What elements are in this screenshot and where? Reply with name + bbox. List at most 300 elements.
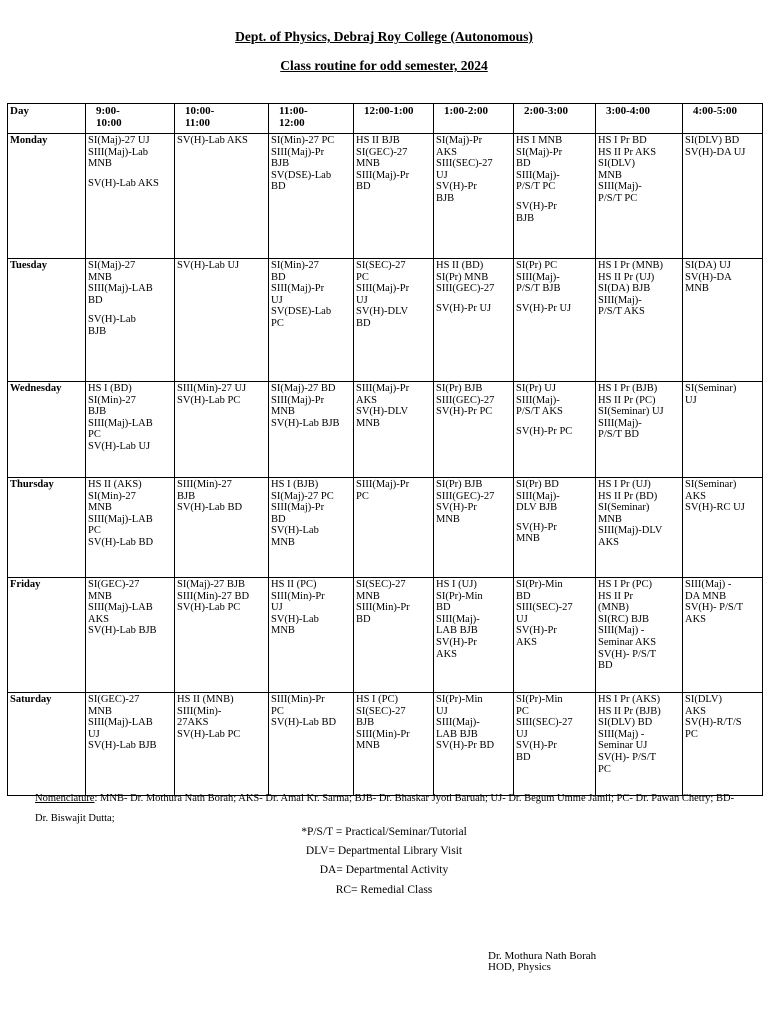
class-line: Seminar AKS xyxy=(598,636,657,648)
class-line: BJB xyxy=(177,490,196,502)
definition-rc: RC= Remedial Class xyxy=(335,884,433,896)
class-line: UJ xyxy=(88,728,100,740)
class-line: PC xyxy=(356,490,369,502)
class-line: SV(H)-Lab UJ xyxy=(177,260,240,271)
class-line: SV(H)-Pr xyxy=(436,502,477,514)
class-line: SI(DLV) BD xyxy=(598,717,653,729)
class-line: SIII(Maj)-Pr xyxy=(356,479,410,490)
class-line: SI(GEC)-27 xyxy=(88,694,140,705)
class-line: MNB xyxy=(88,158,112,170)
class-line xyxy=(516,193,593,201)
signature-name: Dr. Mothura Nath Borah xyxy=(488,950,597,962)
class-cell xyxy=(354,578,434,693)
class-line: HS II (AKS) xyxy=(88,479,142,490)
class-line: SI(Maj)-27 UJ xyxy=(88,135,150,146)
class-line: MNB xyxy=(356,417,380,429)
slot-header: 2:00-3:00 xyxy=(514,104,596,134)
class-line: SIII(GEC)-27 xyxy=(436,490,495,502)
class-cell xyxy=(514,382,596,478)
class-line: SV(DSE)-Lab xyxy=(271,169,332,181)
day-header: Day xyxy=(8,104,86,134)
definition-da: DA= Departmental Activity xyxy=(319,864,449,876)
class-line: SIII(Maj)-Pr xyxy=(356,383,410,394)
class-line: MNB xyxy=(598,169,622,181)
class-cell xyxy=(269,478,354,578)
class-line: SIII(Maj) - xyxy=(685,579,732,590)
class-line: SV(H)-Pr xyxy=(516,521,557,533)
class-cell xyxy=(86,259,175,382)
class-cell xyxy=(596,134,683,259)
class-line: MNB xyxy=(356,740,380,752)
class-line: SI(Maj)-27 PC xyxy=(271,490,334,502)
nomenclature-text: : MNB- Dr. Mothura Nath Borah; AKS- Dr. Amal Kr. Sarma; BJB- Dr. Bhaskar Jyoti Baruah; UJ- Dr. Begum Umme Jamil; PC- Dr. Pawan Chetry; BD- Dr. Biswajit Dutta; xyxy=(35,793,735,824)
class-line: HS I MNB xyxy=(516,135,563,146)
class-line: SI(DA) UJ xyxy=(685,260,731,271)
class-line: AKS xyxy=(516,636,538,648)
class-line: SV(H)-Pr xyxy=(436,636,477,648)
class-line: UJ xyxy=(356,294,368,306)
class-cell xyxy=(269,259,354,382)
class-line: SV(H)-Lab BD xyxy=(88,536,154,548)
class-line: BD xyxy=(271,271,286,283)
class-line: SI(Pr) PC xyxy=(516,260,558,271)
table-row xyxy=(8,259,763,382)
class-line: SI(Pr) BJB xyxy=(436,383,483,394)
class-cell xyxy=(175,134,269,259)
class-line: MNB xyxy=(271,536,295,548)
class-line: SV(DSE)-Lab xyxy=(271,306,332,318)
class-line: SIII(Maj)-DLV xyxy=(598,525,663,537)
class-line: BJB xyxy=(436,192,455,204)
class-line: SI(RC) BJB xyxy=(598,613,650,625)
class-line: SIII(Maj)- xyxy=(516,490,560,502)
class-line: SV(H)-DA xyxy=(685,271,732,283)
class-line: SI(Maj)-Pr xyxy=(436,135,483,146)
class-line: P/S/T BD xyxy=(598,429,639,441)
class-line: UJ xyxy=(271,602,283,614)
class-cell xyxy=(434,693,514,796)
class-cell xyxy=(434,578,514,693)
class-line: SV(H)-DLV xyxy=(356,406,409,418)
class-cell xyxy=(354,382,434,478)
class-line: SI(DLV) xyxy=(685,694,722,705)
class-line: BD xyxy=(598,660,613,672)
class-line: SIII(GEC)-27 xyxy=(436,283,495,295)
table-row xyxy=(8,478,763,578)
class-line: MNB xyxy=(88,705,112,717)
class-line: BD xyxy=(271,181,286,193)
class-line: PC xyxy=(685,728,698,740)
class-line: UJ xyxy=(685,394,697,406)
class-line: AKS xyxy=(598,536,620,548)
class-line: BJB xyxy=(88,406,107,418)
class-line: 27AKS xyxy=(177,717,209,729)
class-cell xyxy=(434,382,514,478)
class-line: SV(H)-Lab xyxy=(88,314,136,326)
nomenclature xyxy=(35,789,735,829)
class-line: BJB xyxy=(271,158,290,170)
class-line: HS I Pr (BJB) xyxy=(598,383,658,394)
class-line: SI(SEC)-27 xyxy=(356,579,406,590)
class-line: AKS xyxy=(685,705,707,717)
class-cell xyxy=(175,578,269,693)
class-line: SV(H)- P/S/T xyxy=(598,751,657,763)
class-line xyxy=(516,295,593,303)
class-line: SIII(SEC)-27 xyxy=(516,602,573,614)
class-line: SIII(Min)-27 BD xyxy=(177,590,250,602)
class-line: SI(Seminar) UJ xyxy=(598,406,664,418)
class-line: MNB xyxy=(88,502,112,514)
class-line: PC xyxy=(88,429,101,441)
class-line: MNB xyxy=(88,590,112,602)
slot-header: 1:00-2:00 xyxy=(434,104,514,134)
class-line: PC xyxy=(516,705,529,717)
class-line: SI(Min)-27 PC xyxy=(271,135,335,146)
class-line: P/S/T BJB xyxy=(516,283,561,295)
class-line: SV(H)-Lab AKS xyxy=(88,177,159,189)
class-cell xyxy=(683,259,763,382)
class-cell xyxy=(86,478,175,578)
class-cell xyxy=(434,259,514,382)
class-line: SV(H)-Lab UJ xyxy=(88,440,151,452)
class-line: SIII(Maj)-Pr xyxy=(271,394,325,406)
table-header-row xyxy=(8,104,763,134)
class-line: BD xyxy=(516,590,531,602)
class-line: PC xyxy=(271,705,284,717)
class-line: SV(H)-Pr xyxy=(436,181,477,193)
class-line: SIII(Maj)- xyxy=(516,169,560,181)
class-line: SV(H)-Pr xyxy=(516,625,557,637)
day-cell: Monday xyxy=(8,134,86,259)
class-cell xyxy=(683,693,763,796)
day-cell: Wednesday xyxy=(8,382,86,478)
class-line: SV(H)-Pr xyxy=(516,740,557,752)
class-cell xyxy=(269,578,354,693)
class-line: SV(H)-Lab xyxy=(271,525,319,537)
class-line: HS II Pr (BJB) xyxy=(598,705,661,717)
class-line: SI(Pr) BD xyxy=(516,479,559,490)
class-cell xyxy=(596,578,683,693)
class-line: SIII(Maj)- xyxy=(516,271,560,283)
class-line: SI(Maj)-Pr xyxy=(516,146,563,158)
class-line: HS II (BD) xyxy=(436,260,484,271)
table-row xyxy=(8,134,763,259)
class-line: SIII(Min)-Pr xyxy=(271,590,325,602)
class-line: SIII(Maj)- xyxy=(436,717,480,729)
class-cell xyxy=(596,693,683,796)
class-line: HS II (MNB) xyxy=(177,694,234,705)
class-line: P/S/T AKS xyxy=(598,306,645,318)
class-line: AKS xyxy=(356,394,378,406)
class-line: SI(Maj)-27 BJB xyxy=(177,579,245,590)
class-line: BJB xyxy=(88,325,107,337)
routine-table xyxy=(7,103,763,796)
class-line: SIII(Min)-Pr xyxy=(271,694,325,705)
class-line: BD xyxy=(88,294,103,306)
class-line: SIII(Min)-27 xyxy=(177,479,232,490)
class-line: SIII(Maj)- xyxy=(516,394,560,406)
class-line: MNB xyxy=(516,533,540,545)
slot-header: 10:00- 11:00 xyxy=(175,104,269,134)
class-line: SIII(Maj)-Pr xyxy=(271,146,325,158)
class-line: (MNB) xyxy=(598,602,629,614)
class-line: BJB xyxy=(356,717,375,729)
class-cell xyxy=(683,578,763,693)
class-line: SIII(Maj)-LAB xyxy=(88,717,153,729)
class-line: UJ xyxy=(436,705,448,717)
class-line: BJB xyxy=(516,212,535,224)
class-cell xyxy=(596,259,683,382)
signature-designation: HOD, Physics xyxy=(488,961,551,973)
class-line: SIII(Min)- xyxy=(177,705,222,717)
class-line: SI(Pr)-Min xyxy=(436,694,483,705)
class-line xyxy=(88,306,172,314)
class-line: UJ xyxy=(516,728,528,740)
class-line: MNB xyxy=(356,590,380,602)
class-line: BD xyxy=(356,317,371,329)
class-line: SV(H)-Pr PC xyxy=(436,406,493,418)
class-line: HS I (BD) xyxy=(88,383,132,394)
class-line: PC xyxy=(598,763,611,775)
class-line: SV(H)-DLV xyxy=(356,306,409,318)
class-line: HS I Pr (AKS) xyxy=(598,694,661,705)
class-line: HS II BJB xyxy=(356,135,400,146)
class-line: SV(H)-Lab PC xyxy=(177,602,241,614)
class-line: SV(H)-Pr BD xyxy=(436,740,495,752)
class-line: AKS xyxy=(88,613,110,625)
class-line: UJ xyxy=(271,294,283,306)
definition-pst: *P/S/T = Practical/Seminar/Tutorial xyxy=(301,826,467,838)
class-line: HS I Pr BD xyxy=(598,135,647,146)
class-cell xyxy=(269,693,354,796)
class-cell xyxy=(514,134,596,259)
class-line: BD xyxy=(356,613,371,625)
day-cell: Thursday xyxy=(8,478,86,578)
table-row xyxy=(8,693,763,796)
class-line: SIII(Maj)- xyxy=(598,181,642,193)
class-line: SIII(Maj)-LAB xyxy=(88,283,153,295)
class-cell xyxy=(86,578,175,693)
class-line: SV(H)-Lab BD xyxy=(177,502,243,514)
class-cell xyxy=(175,693,269,796)
class-line: SI(Maj)-27 BD xyxy=(271,383,336,394)
class-line: SI(Pr) BJB xyxy=(436,479,483,490)
class-line: BD xyxy=(436,602,451,614)
class-line: SI(DLV) BD xyxy=(685,135,740,146)
class-line: HS I (BJB) xyxy=(271,479,319,490)
class-cell xyxy=(269,382,354,478)
class-line: SIII(Min)-27 UJ xyxy=(177,383,247,394)
class-line: SIII(Maj)-LAB xyxy=(88,602,153,614)
class-line: SI(Pr) MNB xyxy=(436,271,489,283)
page-title: Dept. of Physics, Debraj Roy College (Autonomous) xyxy=(235,29,533,44)
class-line: SI(Pr) UJ xyxy=(516,383,556,394)
class-line: HS I (PC) xyxy=(356,694,399,705)
class-line: AKS xyxy=(685,613,707,625)
class-cell xyxy=(596,478,683,578)
table-row xyxy=(8,578,763,693)
class-line: SI(Seminar) xyxy=(598,502,650,514)
class-line: SIII(GEC)-27 xyxy=(436,394,495,406)
class-cell xyxy=(175,478,269,578)
class-line: AKS xyxy=(685,490,707,502)
class-line: SV(H)-Pr UJ xyxy=(436,302,492,314)
signature-block xyxy=(488,951,596,973)
class-line: HS I (UJ) xyxy=(436,579,477,590)
class-line: SV(H)-Lab AKS xyxy=(177,135,248,146)
class-cell xyxy=(86,134,175,259)
class-cell xyxy=(354,259,434,382)
class-line: SIII(SEC)-27 xyxy=(436,158,493,170)
class-line: HS I Pr (UJ) xyxy=(598,479,651,490)
class-line: AKS xyxy=(436,146,458,158)
day-cell: Friday xyxy=(8,578,86,693)
class-line: SV(H)- P/S/T xyxy=(598,648,657,660)
class-line: SIII(Maj)- xyxy=(598,417,642,429)
class-cell xyxy=(596,382,683,478)
class-line: SI(DLV) xyxy=(598,158,635,170)
class-line: SI(Seminar) xyxy=(685,479,737,490)
day-cell: Tuesday xyxy=(8,259,86,382)
class-line: SI(Min)-27 xyxy=(271,260,319,271)
class-line: P/S/T PC xyxy=(598,192,638,204)
class-line: SI(DA) BJB xyxy=(598,283,651,295)
class-line: MNB xyxy=(598,513,622,525)
class-line: PC xyxy=(88,525,101,537)
class-line: SI(Pr)-Min xyxy=(436,590,483,602)
class-line: HS II (PC) xyxy=(271,579,317,590)
class-line: HS II Pr AKS xyxy=(598,146,657,158)
class-line: HS II Pr xyxy=(598,590,634,602)
class-line: SV(H)-Lab PC xyxy=(177,728,241,740)
class-line: SI(Min)-27 xyxy=(88,394,136,406)
class-line: MNB xyxy=(685,283,709,295)
class-line: SV(H)-DA UJ xyxy=(685,146,746,158)
class-cell xyxy=(86,693,175,796)
class-line: BD xyxy=(516,751,531,763)
table-row xyxy=(8,382,763,478)
class-line: SIII(Maj)- xyxy=(598,294,642,306)
slot-header: 4:00-5:00 xyxy=(683,104,763,134)
class-cell xyxy=(514,578,596,693)
class-line: MNB xyxy=(271,625,295,637)
day-cell: Saturday xyxy=(8,693,86,796)
class-line: P/S/T AKS xyxy=(516,406,563,418)
class-cell xyxy=(175,382,269,478)
class-line: SV(H)-Lab BJB xyxy=(271,417,340,429)
class-line: SV(H)- P/S/T xyxy=(685,602,744,614)
class-line xyxy=(516,418,593,426)
class-line: SV(H)-Lab BJB xyxy=(88,625,157,637)
slot-header: 9:00- 10:00 xyxy=(86,104,175,134)
class-line: MNB xyxy=(356,158,380,170)
class-line: PC xyxy=(356,271,369,283)
class-line: BD xyxy=(356,181,371,193)
nomenclature-heading: Nomenclature xyxy=(35,793,95,804)
class-line: SIII(Maj)- xyxy=(436,613,480,625)
class-line: SI(GEC)-27 xyxy=(356,146,408,158)
class-line: PC xyxy=(271,317,284,329)
class-line: SI(SEC)-27 xyxy=(356,705,406,717)
class-line: SIII(Maj)-LAB xyxy=(88,417,153,429)
class-line: HS I Pr (PC) xyxy=(598,579,652,590)
class-line: Seminar UJ xyxy=(598,740,648,752)
class-line: SV(H)-Pr UJ xyxy=(516,302,572,314)
class-cell xyxy=(434,478,514,578)
class-line: DLV BJB xyxy=(516,502,558,514)
class-line: SIII(Maj) - xyxy=(598,625,645,637)
class-line: MNB xyxy=(88,271,112,283)
class-line xyxy=(88,170,172,178)
class-line: SI(Min)-27 xyxy=(88,490,136,502)
class-line: SI(Pr)-Min xyxy=(516,579,563,590)
slot-header: 11:00- 12:00 xyxy=(269,104,354,134)
class-line: SI(SEC)-27 xyxy=(356,260,406,271)
class-line: SV(H)-Lab BJB xyxy=(88,740,157,752)
class-line: SIII(Maj)-Pr xyxy=(271,502,325,514)
class-line: SV(H)-RC UJ xyxy=(685,502,745,514)
class-line: SIII(Maj)-Pr xyxy=(356,283,410,295)
class-line: SV(H)-Lab PC xyxy=(177,394,241,406)
class-cell xyxy=(175,259,269,382)
class-line: MNB xyxy=(271,406,295,418)
class-line: SV(H)-R/T/S xyxy=(685,717,742,729)
class-cell xyxy=(514,259,596,382)
class-line: SIII(Maj)-Pr xyxy=(356,169,410,181)
class-line: SI(Seminar) xyxy=(685,383,737,394)
class-line: SV(H)-Lab BD xyxy=(271,717,337,729)
class-line: BD xyxy=(271,513,286,525)
slot-header: 3:00-4:00 xyxy=(596,104,683,134)
class-line: DA MNB xyxy=(685,590,727,602)
class-line: SI(GEC)-27 xyxy=(88,579,140,590)
class-line: SIII(Maj) - xyxy=(598,728,645,740)
class-line: SIII(SEC)-27 xyxy=(516,717,573,729)
class-line: HS II Pr (BD) xyxy=(598,490,658,502)
class-cell xyxy=(354,478,434,578)
class-line: P/S/T PC xyxy=(516,181,556,193)
class-line: SV(H)-Pr PC xyxy=(516,425,573,437)
class-line: LAB BJB xyxy=(436,625,478,637)
slot-header: 12:00-1:00 xyxy=(354,104,434,134)
class-line: HS II Pr (PC) xyxy=(598,394,656,406)
class-line: SIII(Maj)-Pr xyxy=(271,283,325,295)
class-cell xyxy=(683,478,763,578)
class-cell xyxy=(354,693,434,796)
class-line: SI(Maj)-27 xyxy=(88,260,136,271)
class-line: AKS xyxy=(436,648,458,660)
class-line: SV(H)-Pr xyxy=(516,200,557,212)
class-line: SI(Pr)-Min xyxy=(516,694,563,705)
class-line: LAB BJB xyxy=(436,728,478,740)
class-line: SV(H)-Lab xyxy=(271,613,319,625)
class-cell xyxy=(434,134,514,259)
class-line: MNB xyxy=(436,513,460,525)
class-line: UJ xyxy=(436,169,448,181)
class-line: SIII(Maj)-LAB xyxy=(88,513,153,525)
definition-dlv: DLV= Departmental Library Visit xyxy=(305,845,463,857)
class-cell xyxy=(683,382,763,478)
page-subtitle: Class routine for odd semester, 2024 xyxy=(280,58,488,73)
class-cell xyxy=(514,478,596,578)
class-line: SIII(Maj)-Lab xyxy=(88,146,149,158)
class-cell xyxy=(269,134,354,259)
class-line: HS I Pr (MNB) xyxy=(598,260,664,271)
class-line: SIII(Min)-Pr xyxy=(356,728,410,740)
class-cell xyxy=(86,382,175,478)
class-line: HS II Pr (UJ) xyxy=(598,271,655,283)
class-cell xyxy=(514,693,596,796)
